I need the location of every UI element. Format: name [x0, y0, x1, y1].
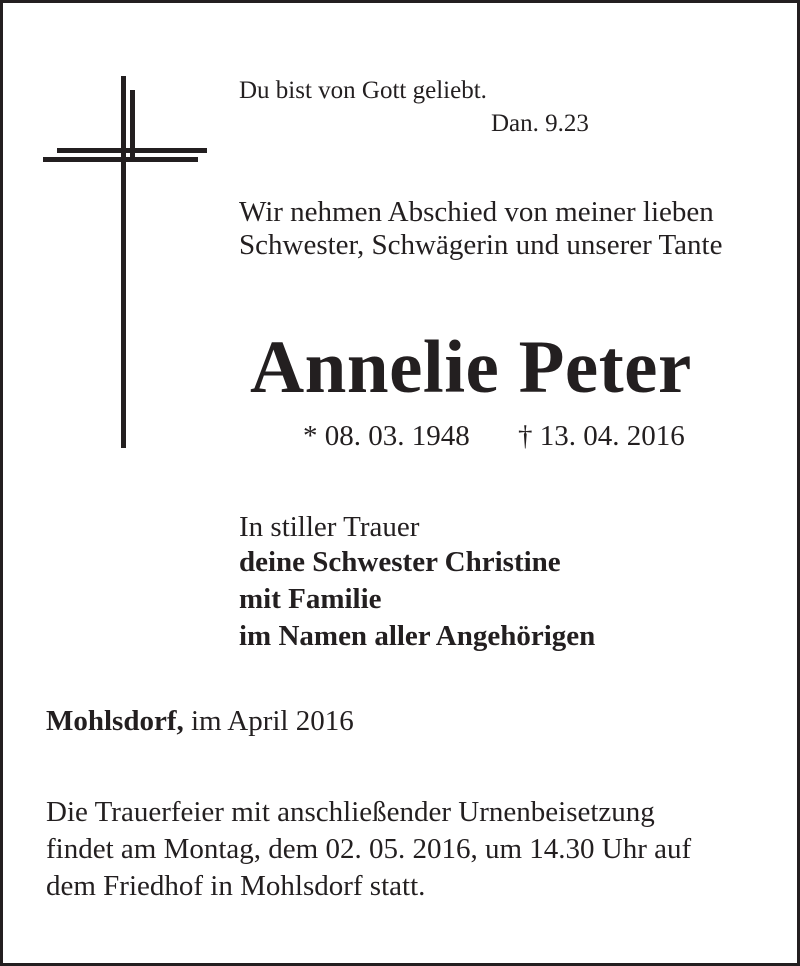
- place-and-date: [46, 707, 354, 736]
- deceased-name: Annelie Peter: [250, 326, 692, 409]
- mourning-intro: In stiller Trauer: [239, 511, 420, 543]
- service-info-line: Die Trauerfeier mit anschließender Urnenbeisetzung: [46, 796, 655, 828]
- service-info-line: findet am Montag, dem 02. 05. 2016, um 14.30 Uhr auf: [46, 833, 692, 865]
- mourner-line: deine Schwester Christine: [239, 546, 561, 578]
- town-name: Mohlsdorf,: [46, 705, 184, 737]
- bible-verse-reference: Dan. 9.23: [491, 110, 589, 137]
- farewell-line: Schwester, Schwägerin und unserer Tante: [239, 229, 723, 261]
- bible-verse: Du bist von Gott geliebt.: [239, 77, 487, 104]
- death-date: † 13. 04. 2016: [518, 420, 685, 452]
- cross-icon: [43, 76, 207, 451]
- mourner-line: mit Familie: [239, 583, 382, 615]
- birth-date: * 08. 03. 1948: [303, 420, 470, 452]
- farewell-line: Wir nehmen Abschied von meiner lieben: [239, 196, 714, 228]
- mourner-line: im Namen aller Angehörigen: [239, 620, 596, 652]
- notice-date: im April 2016: [183, 705, 354, 737]
- service-info-line: dem Friedhof in Mohlsdorf statt.: [46, 870, 426, 902]
